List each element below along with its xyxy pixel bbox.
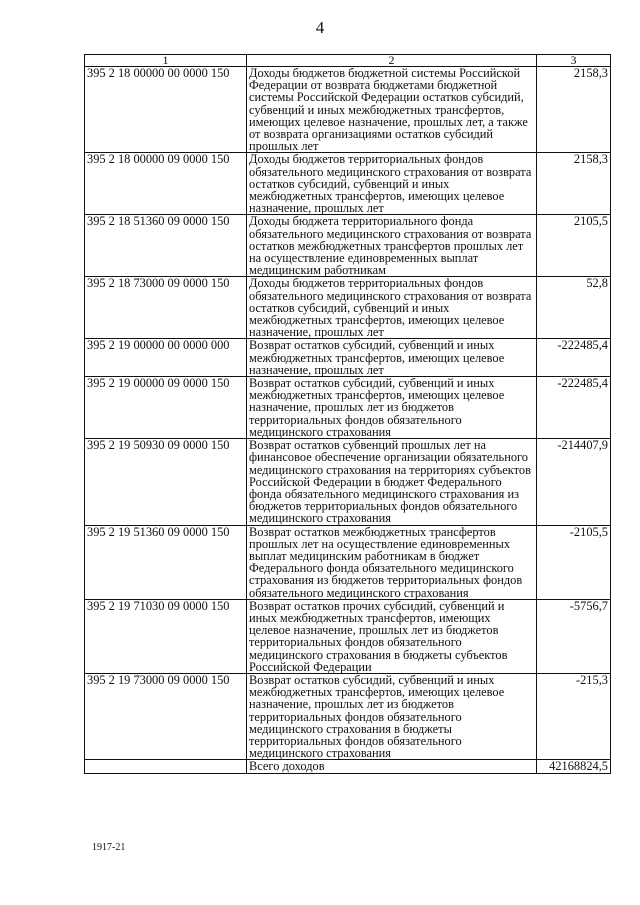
revenue-description: Доходы бюджетов территориальных фондов обязательного медицинского страхования от возврата остатков субсидий, субвенций и иных межбюджетных трансфертов, имеющих целевое назначение, прошлых лет [247, 277, 537, 339]
budget-code: 395 2 18 51360 09 0000 150 [85, 215, 247, 277]
amount-value: -5756,7 [537, 599, 611, 673]
revenue-description: Доходы бюджета территориального фонда обязательного медицинского страхования от возврата остатков межбюджетных трансфертов прошлых лет на осуществление единовременных выплат медицинским работникам [247, 215, 537, 277]
revenue-description: Возврат остатков субсидий, субвенций и иных межбюджетных трансфертов, имеющих целевое назначение, прошлых лет [247, 339, 537, 377]
total-label: Всего доходов [247, 760, 537, 773]
revenue-description: Доходы бюджетов бюджетной системы Российской Федерации от возврата бюджетами бюджетной системы Российской Федерации остатков субсидий, субвенций и иных межбюджетных трансфертов, имеющих целевое назначение, прошлых лет, а также от возврата организациями остатков субсидий прошлых лет [247, 67, 537, 153]
table-row [85, 215, 611, 277]
budget-code: 395 2 18 00000 00 0000 150 [85, 67, 247, 153]
revenue-description: Возврат остатков прочих субсидий, субвенций и иных межбюджетных трансфертов, имеющих целевое назначение, прошлых лет из бюджетов территориальных фондов обязательного медицинского страхования в бюджеты субъектов Российской Федерации [247, 599, 537, 673]
budget-code: 395 2 19 00000 09 0000 150 [85, 377, 247, 439]
table-row [85, 67, 611, 153]
amount-value: 52,8 [537, 277, 611, 339]
column-header-amount: 3 [537, 55, 611, 67]
budget-code: 395 2 19 50930 09 0000 150 [85, 439, 247, 525]
budget-code: 395 2 19 73000 09 0000 150 [85, 673, 247, 759]
revenue-description: Возврат остатков субсидий, субвенций и иных межбюджетных трансфертов, имеющих целевое назначение, прошлых лет из бюджетов территориальных фондов обязательного медицинского страхования [247, 377, 537, 439]
budget-code: 395 2 18 73000 09 0000 150 [85, 277, 247, 339]
table-row [85, 153, 611, 215]
budget-code: 395 2 19 00000 00 0000 000 [85, 339, 247, 377]
table-row [85, 673, 611, 759]
column-header-description: 2 [247, 55, 537, 67]
total-code-cell [85, 760, 247, 773]
amount-value: 2158,3 [537, 67, 611, 153]
revenue-description: Возврат остатков субсидий, субвенций и иных межбюджетных трансфертов, имеющих целевое назначение, прошлых лет из бюджетов территориальных фондов обязательного медицинского страхования в бюджеты территориальных фондов обязательного медицинского страхования [247, 673, 537, 759]
document-code: 1917-21 [92, 842, 126, 853]
revenue-description: Возврат остатков субвенций прошлых лет на финансовое обеспечение организации обязательного медицинского страхования на территориях субъектов Российской Федерации в бюджет Федерального фонда обязательного медицинского страхования из бюджетов территориальных фондов обязательного медицинского страхования [247, 439, 537, 525]
total-row [85, 760, 611, 773]
table-row [85, 377, 611, 439]
table-row [85, 439, 611, 525]
revenue-description: Возврат остатков межбюджетных трансфертов прошлых лет на осуществление единовременных выплат медицинским работникам в бюджет Федерального фонда обязательного медицинского страхования из бюджетов территориальных фондов обязательного медицинского страхования [247, 525, 537, 599]
amount-value: -215,3 [537, 673, 611, 759]
budget-code: 395 2 19 51360 09 0000 150 [85, 525, 247, 599]
column-header-code: 1 [85, 55, 247, 67]
amount-value: 2105,5 [537, 215, 611, 277]
amount-value: -2105,5 [537, 525, 611, 599]
amount-value: -222485,4 [537, 377, 611, 439]
table-row [85, 525, 611, 599]
table-row [85, 339, 611, 377]
table-row [85, 277, 611, 339]
budget-code: 395 2 19 71030 09 0000 150 [85, 599, 247, 673]
page-number: 4 [315, 18, 325, 37]
budget-code: 395 2 18 00000 09 0000 150 [85, 153, 247, 215]
total-amount: 42168824,5 [537, 760, 611, 773]
amount-value: 2158,3 [537, 153, 611, 215]
amount-value: -214407,9 [537, 439, 611, 525]
table-header-row [85, 55, 611, 67]
revenue-description: Доходы бюджетов территориальных фондов обязательного медицинского страхования от возврата остатков субсидий, субвенций и иных межбюджетных трансфертов, имеющих целевое назначение, прошлых лет [247, 153, 537, 215]
amount-value: -222485,4 [537, 339, 611, 377]
revenue-table [84, 54, 611, 774]
table-row [85, 599, 611, 673]
